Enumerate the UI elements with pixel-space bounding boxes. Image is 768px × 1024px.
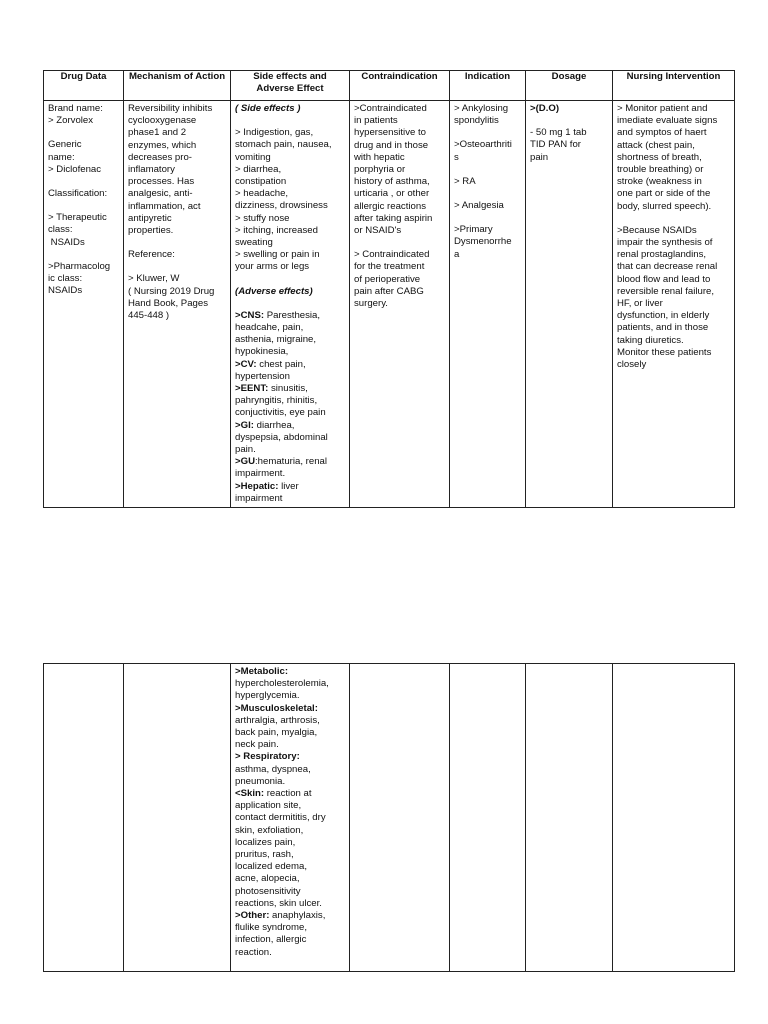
adverse-system-label: >Other:	[235, 910, 270, 922]
adverse-effect-text: reactions, skin ulcer.	[235, 897, 322, 909]
therapeutic-label: > Therapeutic	[48, 212, 107, 224]
adverse-system-label: >Hepatic:	[235, 480, 279, 492]
contraindication-line: drug and in those	[354, 139, 429, 151]
nursing-cell-empty	[613, 664, 735, 972]
contraindication-line: > Contraindicated	[354, 249, 430, 261]
nursing-line: blood flow and lead to	[617, 273, 711, 285]
header-drug-data: Drug Data	[44, 71, 124, 101]
dosage-heading: >(D.O)	[530, 103, 560, 114]
adverse-effect-group	[235, 383, 345, 395]
contraindication-line: with hepatic	[354, 151, 405, 163]
adverse-effects-list	[235, 310, 345, 505]
adverse-system-label: >GU	[235, 456, 255, 468]
indication-cell-empty	[450, 664, 526, 972]
pharmacologic-label: >Pharmacolog	[48, 260, 111, 272]
indication-cell	[450, 101, 526, 508]
adverse-effect-text: reaction at	[264, 788, 312, 800]
drug-study-table-continued	[43, 663, 735, 972]
nursing-paragraph	[617, 225, 730, 371]
adverse-system-label: >Musculoskeletal:	[235, 702, 318, 714]
mechanism-line: inflammation, act	[128, 200, 201, 212]
indication-item: > Ankylosing	[454, 103, 509, 114]
adverse-effect-text: flulike syndrome,	[235, 922, 307, 934]
dosage-line: - 50 mg 1 tab	[530, 127, 587, 139]
adverse-effect-text: conjuctivitis, eye pain	[235, 407, 326, 419]
brand-label: Brand name:	[48, 103, 103, 114]
nursing-line: impair the synthesis of	[617, 237, 713, 249]
adverse-effect-text: liver	[278, 480, 299, 492]
nursing-line: >Because NSAIDs	[617, 224, 697, 236]
adverse-effect-text: infection, allergic	[235, 934, 307, 946]
nursing-line: and symptos of haert	[617, 127, 707, 139]
adverse-effect-text: impairment.	[235, 468, 286, 480]
adverse-system-label: >GI:	[235, 419, 254, 431]
mechanism-line: phase1 and 2	[128, 127, 187, 139]
adverse-effect-text: hypokinesia,	[235, 346, 289, 358]
adverse-effect-text: neck pain.	[235, 739, 279, 751]
contraindication-paragraph	[354, 249, 445, 310]
mechanism-line: Reversibility inhibits	[128, 103, 213, 114]
therapeutic-value: NSAIDs	[48, 236, 85, 248]
adverse-effect-text: pneumonia.	[235, 775, 286, 787]
mechanism-line: analgesic, anti-	[128, 188, 193, 200]
adverse-effect-text: photosensitivity	[235, 885, 301, 897]
side-effect-line: sweating	[235, 237, 273, 249]
header-mechanism: Mechanism of Action	[124, 71, 231, 101]
adverse-effect-group	[235, 359, 345, 371]
header-nursing-intervention: Nursing Intervention	[613, 71, 735, 101]
indication-item: >Osteoarthriti	[454, 139, 512, 151]
contraindication-line: pain after CABG	[354, 285, 424, 297]
side-effect-line: dizziness, drowsiness	[235, 200, 328, 212]
adverse-effect-group	[235, 788, 345, 800]
generic-value: > Diclofenac	[48, 163, 102, 175]
adverse-effect-group	[235, 420, 345, 432]
nursing-line: HF, or liver	[617, 298, 663, 310]
adverse-effect-text: sinusitis,	[268, 383, 308, 395]
adverse-effect-text: headcahe, pain,	[235, 322, 304, 334]
dosage-text	[530, 127, 608, 164]
side-effect-line: > stuffy nose	[235, 212, 290, 224]
indication-item: >Primary	[454, 224, 493, 236]
therapeutic-label-2: class:	[48, 224, 73, 236]
contraindication-line: urticaria , or other	[354, 188, 430, 200]
nursing-line: attack (chest pain,	[617, 139, 695, 151]
adverse-effect-text: chest pain,	[256, 358, 306, 370]
dosage-cell	[526, 101, 613, 508]
adverse-effect-text: back pain, myalgia,	[235, 727, 318, 739]
contraindication-cell-empty	[350, 664, 450, 972]
header-contraindication: Contraindication	[350, 71, 450, 101]
mechanism-line: antipyretic	[128, 212, 172, 224]
adverse-effects-list-continued	[235, 666, 345, 959]
contraindication-line: or NSAID's	[354, 225, 402, 237]
adverse-effect-group	[235, 481, 345, 493]
contraindication-line: of perioperative	[354, 273, 421, 285]
mechanism-line: inflamatory	[128, 164, 175, 176]
adverse-effect-text: dyspepsia, abdominal	[235, 431, 328, 443]
side-effect-line: > headache,	[235, 188, 289, 200]
contraindication-line: after taking aspirin	[354, 212, 433, 224]
header-indication: Indication	[450, 71, 526, 101]
contraindication-line: surgery.	[354, 298, 388, 310]
indication-list	[454, 103, 521, 261]
adverse-effect-text: application site,	[235, 800, 302, 812]
nursing-line: trouble breathing) or	[617, 164, 704, 176]
drug-data-cell	[44, 101, 124, 508]
adverse-system-label: <Skin:	[235, 788, 265, 800]
reference-line: Hand Book, Pages	[128, 297, 209, 309]
mechanism-line: enzymes, which	[128, 139, 197, 151]
dosage-cell-empty	[526, 664, 613, 972]
mechanism-line: decreases pro-	[128, 151, 192, 163]
adverse-effect-text: hypertension	[235, 370, 290, 382]
adverse-effect-group	[235, 456, 345, 468]
indication-item: spondylitis	[454, 115, 499, 127]
adverse-effect-text: asthma, dyspnea,	[235, 763, 311, 775]
side-effect-line: constipation	[235, 176, 287, 188]
side-effect-line: your arms or legs	[235, 261, 310, 273]
indication-item: > RA	[454, 175, 476, 187]
mechanism-cell-empty	[124, 664, 231, 972]
header-dosage: Dosage	[526, 71, 613, 101]
indication-item: a	[454, 248, 460, 260]
contraindication-line: in patients	[354, 115, 398, 127]
header-side-effects: Side effects and Adverse Effect	[231, 71, 350, 101]
brand-value: > Zorvolex	[48, 115, 94, 127]
mechanism-line: processes. Has	[128, 176, 195, 188]
adverse-effect-text: localizes pain,	[235, 836, 296, 848]
nursing-line: > Monitor patient and	[617, 103, 708, 114]
side-effects-list	[235, 127, 345, 273]
indication-item: s	[454, 151, 459, 163]
nursing-line: stroke (weakness in	[617, 176, 702, 188]
nursing-line: patients, and in those	[617, 322, 709, 334]
indication-item: Dysmenorrhe	[454, 236, 512, 248]
adverse-effect-text: contact dermititis, dry	[235, 812, 326, 824]
adverse-effect-group	[235, 310, 345, 322]
adverse-effect-text: Paresthesia,	[264, 309, 321, 321]
adverse-system-label: >CV:	[235, 358, 257, 370]
drug-study-table	[43, 70, 735, 508]
adverse-effect-text: localized edema,	[235, 861, 307, 873]
side-effect-line: stomach pain, nausea,	[235, 139, 332, 151]
mechanism-text	[128, 103, 226, 237]
indication-item: > Analgesia	[454, 200, 504, 212]
adverse-effect-text: diarrhea,	[253, 419, 295, 431]
adverse-system-label: >EENT:	[235, 383, 269, 395]
adverse-system-label: > Respiratory:	[235, 751, 300, 763]
side-effects-cell	[231, 101, 350, 508]
contraindication-line: history of asthma,	[354, 176, 430, 188]
adverse-effect-text: :hematuria, renal	[255, 456, 327, 468]
mechanism-cell	[124, 101, 231, 508]
side-effect-line: vomiting	[235, 151, 271, 163]
reference-line: ( Nursing 2019 Drug	[128, 285, 215, 297]
reference-line: 445-448 )	[128, 310, 170, 322]
contraindication-line: allergic reactions	[354, 200, 426, 212]
mechanism-line: cyclooxygenase	[128, 115, 197, 127]
table-row	[44, 664, 735, 972]
reference-text	[128, 273, 226, 322]
pharmacologic-value: NSAIDs	[48, 285, 83, 297]
side-effect-line: > itching, increased	[235, 224, 318, 236]
adverse-effect-text: hyperglycemia.	[235, 690, 300, 702]
reference-label: Reference:	[128, 249, 175, 261]
header-row	[44, 71, 735, 101]
contraindication-line: >Contraindicated	[354, 103, 427, 114]
adverse-effect-text: impairment	[235, 492, 283, 504]
nursing-intervention-cell	[613, 101, 735, 508]
adverse-system-label: >CNS:	[235, 309, 265, 321]
side-effect-line: > Indigestion, gas,	[235, 127, 314, 139]
dosage-line: pain	[530, 151, 549, 163]
adverse-effect-text: arthralgia, arthrosis,	[235, 714, 320, 726]
contraindication-line: hypersensitive to	[354, 127, 426, 139]
nursing-paragraph	[617, 103, 730, 213]
nursing-line: Monitor these patients	[617, 346, 712, 358]
adverse-effect-text: skin, exfoliation,	[235, 824, 304, 836]
adverse-system-label: >Metabolic:	[235, 666, 289, 677]
side-effects-cell-continued	[231, 664, 350, 972]
nursing-line: imediate evaluate signs	[617, 115, 718, 127]
adverse-effect-text: anaphylaxis,	[269, 910, 326, 922]
drug-data-cell-empty	[44, 664, 124, 972]
contraindication-cell	[350, 101, 450, 508]
adverse-effect-text: reaction.	[235, 946, 272, 958]
adverse-effect-group	[235, 666, 345, 678]
nursing-line: reversible renal failure,	[617, 285, 715, 297]
generic-label: Generic	[48, 139, 82, 151]
nursing-line: closely	[617, 359, 647, 371]
adverse-effect-text: asthenia, migraine,	[235, 334, 317, 346]
adverse-effects-heading: (Adverse effects)	[235, 285, 313, 297]
classification-label: Classification:	[48, 188, 108, 200]
adverse-effect-text: hypercholesterolemia,	[235, 678, 329, 690]
generic-label-2: name:	[48, 151, 75, 163]
adverse-effect-text: acne, alopecia,	[235, 873, 300, 885]
nursing-line: dysfunction, in elderly	[617, 310, 710, 322]
nursing-line: that can decrease renal	[617, 261, 718, 273]
dosage-line: TID PAN for	[530, 139, 581, 151]
adverse-effect-text: pahryngitis, rhinitis,	[235, 395, 318, 407]
table-row	[44, 101, 735, 508]
nursing-line: body, slurred speech).	[617, 200, 712, 212]
nursing-line: taking diuretics.	[617, 334, 684, 346]
nursing-line: one part or side of the	[617, 188, 711, 200]
contraindication-paragraph	[354, 103, 445, 237]
nursing-line: renal prostaglandins,	[617, 249, 707, 261]
adverse-effect-group	[235, 910, 345, 922]
adverse-effect-text: pain.	[235, 444, 256, 456]
adverse-effect-group	[235, 751, 345, 763]
adverse-effect-group	[235, 703, 345, 715]
pharmacologic-label-2: ic class:	[48, 273, 83, 285]
mechanism-line: properties.	[128, 225, 174, 237]
reference-line: > Kluwer, W	[128, 273, 180, 285]
side-effects-heading: ( Side effects )	[235, 103, 301, 114]
contraindication-line: porphyria or	[354, 164, 406, 176]
adverse-effect-text: pruritus, rash,	[235, 849, 294, 861]
contraindication-line: for the treatment	[354, 261, 425, 273]
side-effect-line: > diarrhea,	[235, 163, 282, 175]
side-effect-line: > swelling or pain in	[235, 249, 320, 261]
nursing-line: shortness of breath,	[617, 151, 702, 163]
